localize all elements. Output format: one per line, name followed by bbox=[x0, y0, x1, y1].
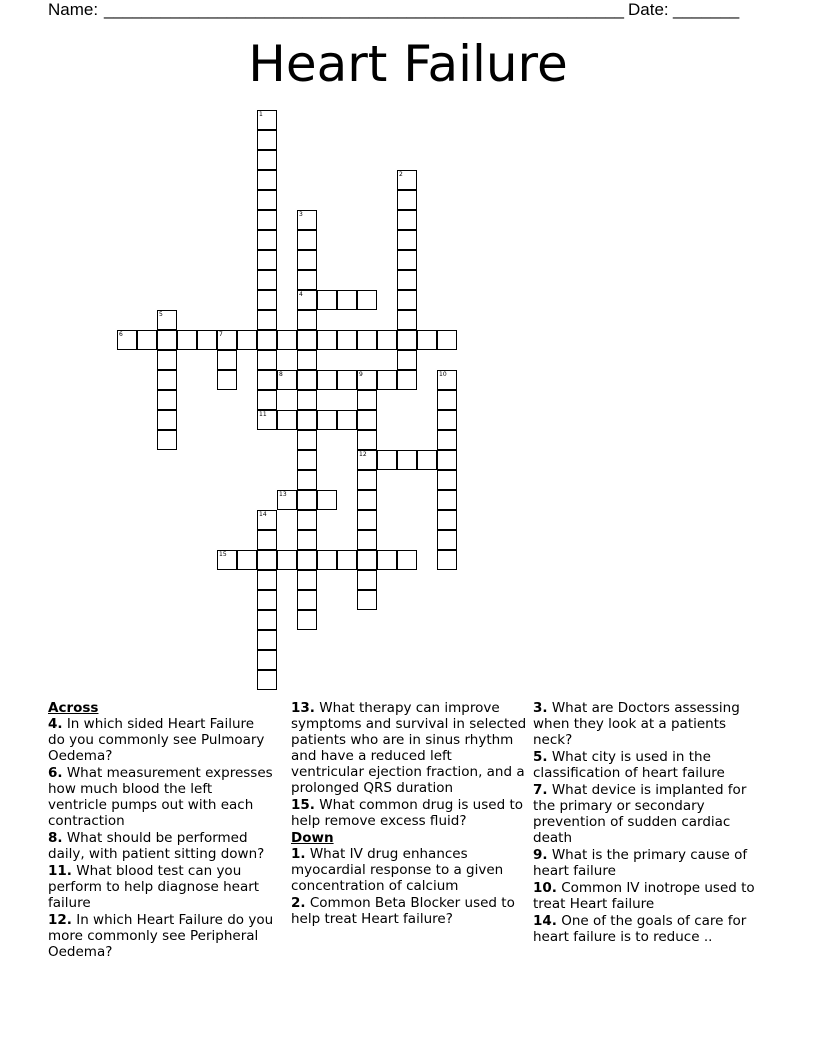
grid-cell[interactable] bbox=[297, 590, 317, 610]
grid-cell[interactable] bbox=[357, 370, 377, 390]
grid-cell[interactable] bbox=[297, 430, 317, 450]
clue-number: 2 bbox=[399, 171, 403, 178]
grid-cell[interactable] bbox=[157, 410, 177, 430]
grid-cell[interactable] bbox=[437, 470, 457, 490]
grid-cell[interactable] bbox=[397, 550, 417, 570]
across-clue: 15. What common drug is used to help remove excess fluid? bbox=[291, 797, 523, 829]
down-heading: Down bbox=[291, 830, 334, 846]
grid-cell[interactable] bbox=[177, 330, 197, 350]
grid-cell[interactable] bbox=[257, 330, 277, 350]
grid-cell[interactable] bbox=[297, 250, 317, 270]
clue-number: 11 bbox=[259, 411, 267, 418]
down-clue: 1. What IV drug enhances myocardial response to a given concentration of calcium bbox=[291, 846, 504, 894]
grid-cell[interactable] bbox=[297, 610, 317, 630]
down-clue: 5. What city is used in the classification of heart failure bbox=[533, 749, 725, 781]
clues-column-1 bbox=[48, 700, 274, 961]
grid-cell[interactable] bbox=[437, 430, 457, 450]
grid-cell[interactable] bbox=[297, 310, 317, 330]
grid-cell[interactable] bbox=[277, 550, 297, 570]
grid-cell[interactable] bbox=[317, 370, 337, 390]
grid-cell[interactable] bbox=[157, 330, 177, 350]
grid-cell[interactable] bbox=[257, 370, 277, 390]
grid-cell[interactable] bbox=[357, 550, 377, 570]
across-clue: 8. What should be performed daily, with patient sitting down? bbox=[48, 830, 265, 862]
grid-cell[interactable] bbox=[317, 330, 337, 350]
grid-cell[interactable] bbox=[297, 230, 317, 250]
grid-cell[interactable] bbox=[437, 390, 457, 410]
page-title: Heart Failure bbox=[248, 35, 568, 93]
grid-cell[interactable] bbox=[237, 330, 257, 350]
grid-cell[interactable] bbox=[257, 510, 277, 530]
grid-cell[interactable] bbox=[257, 670, 277, 690]
grid-cell[interactable] bbox=[377, 550, 397, 570]
grid-cell[interactable] bbox=[337, 550, 357, 570]
grid-cell[interactable] bbox=[157, 430, 177, 450]
grid-cell[interactable] bbox=[277, 370, 297, 390]
date-line[interactable]: _______ bbox=[673, 0, 740, 19]
grid-cell[interactable] bbox=[357, 410, 377, 430]
grid-cell[interactable] bbox=[297, 530, 317, 550]
grid-cell[interactable] bbox=[257, 210, 277, 230]
grid-cell[interactable] bbox=[417, 330, 437, 350]
across-clue: 13. What therapy can improve symptoms and survival in selected patients who are in sinus rhythm and have a reduced left ventricular ejection fraction, and a prolonged QRS duration bbox=[291, 700, 527, 796]
grid-cell[interactable] bbox=[337, 290, 357, 310]
grid-cell[interactable] bbox=[397, 310, 417, 330]
grid-cell[interactable] bbox=[297, 210, 317, 230]
grid-cell[interactable] bbox=[357, 290, 377, 310]
clue-number: 10 bbox=[439, 371, 447, 378]
grid-cell[interactable] bbox=[257, 250, 277, 270]
grid-cell[interactable] bbox=[437, 370, 457, 390]
grid-cell[interactable] bbox=[397, 250, 417, 270]
grid-cell[interactable] bbox=[437, 530, 457, 550]
grid-cell[interactable] bbox=[437, 550, 457, 570]
grid-cell[interactable] bbox=[397, 270, 417, 290]
grid-cell[interactable] bbox=[437, 510, 457, 530]
clue-number: 1 bbox=[259, 111, 263, 118]
grid-cell[interactable] bbox=[217, 350, 237, 370]
grid-cell[interactable] bbox=[257, 570, 277, 590]
across-clue: 6. What measurement expresses how much blood the left ventricle pumps out with each contraction bbox=[48, 765, 273, 829]
grid-cell[interactable] bbox=[317, 550, 337, 570]
grid-cell[interactable] bbox=[397, 370, 417, 390]
down-clue: 9. What is the primary cause of heart failure bbox=[533, 847, 748, 879]
grid-cell[interactable] bbox=[277, 410, 297, 430]
grid-cell[interactable] bbox=[137, 330, 157, 350]
grid-cell[interactable] bbox=[297, 330, 317, 350]
grid-cell[interactable] bbox=[297, 350, 317, 370]
grid-cell[interactable] bbox=[297, 490, 317, 510]
grid-cell[interactable] bbox=[397, 210, 417, 230]
grid-cell[interactable] bbox=[297, 570, 317, 590]
grid-cell[interactable] bbox=[357, 430, 377, 450]
grid-cell[interactable] bbox=[157, 390, 177, 410]
grid-cell[interactable] bbox=[217, 550, 237, 570]
grid-cell[interactable] bbox=[117, 330, 137, 350]
grid-cell[interactable] bbox=[397, 450, 417, 470]
grid-cell[interactable] bbox=[397, 190, 417, 210]
grid-cell[interactable] bbox=[257, 150, 277, 170]
grid-cell[interactable] bbox=[257, 630, 277, 650]
grid-cell[interactable] bbox=[297, 550, 317, 570]
grid-cell[interactable] bbox=[437, 330, 457, 350]
grid-cell[interactable] bbox=[257, 350, 277, 370]
grid-cell[interactable] bbox=[397, 290, 417, 310]
clue-number: 4 bbox=[299, 291, 303, 298]
grid-cell[interactable] bbox=[337, 330, 357, 350]
grid-cell[interactable] bbox=[257, 190, 277, 210]
clues-column-2 bbox=[291, 700, 527, 928]
grid-cell[interactable] bbox=[257, 390, 277, 410]
grid-cell[interactable] bbox=[377, 450, 397, 470]
grid-cell[interactable] bbox=[257, 590, 277, 610]
grid-cell[interactable] bbox=[157, 350, 177, 370]
grid-cell[interactable] bbox=[297, 370, 317, 390]
across-clue: 11. What blood test can you perform to help diagnose heart failure bbox=[48, 863, 260, 911]
grid-cell[interactable] bbox=[257, 130, 277, 150]
grid-cell[interactable] bbox=[157, 310, 177, 330]
grid-cell[interactable] bbox=[277, 330, 297, 350]
grid-cell[interactable] bbox=[437, 450, 457, 470]
down-clue: 14. One of the goals of care for heart failure is to reduce .. bbox=[533, 913, 747, 945]
grid-cell[interactable] bbox=[157, 370, 177, 390]
grid-cell[interactable] bbox=[197, 330, 217, 350]
grid-cell[interactable] bbox=[317, 490, 337, 510]
clue-number: 5 bbox=[159, 311, 163, 318]
clue-number: 14 bbox=[259, 511, 267, 518]
across-clue: 12. In which Heart Failure do you more commonly see Peripheral Oedema? bbox=[48, 912, 274, 960]
grid-cell[interactable] bbox=[337, 370, 357, 390]
name-line[interactable]: _______________________________________________________ bbox=[104, 0, 625, 19]
grid-cell[interactable] bbox=[337, 410, 357, 430]
grid-cell[interactable] bbox=[297, 270, 317, 290]
grid-cell[interactable] bbox=[257, 310, 277, 330]
clue-number: 3 bbox=[299, 211, 303, 218]
clue-number: 6 bbox=[119, 331, 123, 338]
across-heading: Across bbox=[48, 700, 99, 716]
grid-cell[interactable] bbox=[377, 330, 397, 350]
grid-cell[interactable] bbox=[257, 270, 277, 290]
grid-cell[interactable] bbox=[297, 390, 317, 410]
grid-cell[interactable] bbox=[217, 370, 237, 390]
grid-cell[interactable] bbox=[257, 230, 277, 250]
grid-cell[interactable] bbox=[317, 290, 337, 310]
grid-cell[interactable] bbox=[357, 570, 377, 590]
grid-cell[interactable] bbox=[277, 490, 297, 510]
grid-cell[interactable] bbox=[437, 490, 457, 510]
grid-cell[interactable] bbox=[377, 370, 397, 390]
clue-number: 8 bbox=[279, 371, 283, 378]
down-clue: 7. What device is implanted for the primary or secondary prevention of sudden cardiac death bbox=[533, 782, 747, 846]
clue-number: 9 bbox=[359, 371, 363, 378]
grid-cell[interactable] bbox=[257, 170, 277, 190]
grid-cell[interactable] bbox=[237, 550, 257, 570]
grid-cell[interactable] bbox=[357, 590, 377, 610]
grid-cell[interactable] bbox=[257, 290, 277, 310]
grid-cell[interactable] bbox=[297, 450, 317, 470]
grid-cell[interactable] bbox=[297, 510, 317, 530]
grid-cell[interactable] bbox=[397, 230, 417, 250]
grid-cell[interactable] bbox=[357, 390, 377, 410]
grid-cell[interactable] bbox=[297, 290, 317, 310]
grid-cell[interactable] bbox=[357, 510, 377, 530]
clues-column-3 bbox=[533, 700, 765, 946]
clue-number: 15 bbox=[219, 551, 227, 558]
clue-number: 13 bbox=[279, 491, 287, 498]
down-clue: 3. What are Doctors assessing when they look at a patients neck? bbox=[533, 700, 740, 748]
grid-cell[interactable] bbox=[217, 330, 237, 350]
grid-cell[interactable] bbox=[357, 490, 377, 510]
grid-cell[interactable] bbox=[397, 170, 417, 190]
across-clue: 4. In which sided Heart Failure do you commonly see Pulmoary Oedema? bbox=[48, 716, 265, 764]
grid-cell[interactable] bbox=[397, 350, 417, 370]
date-label: Date: bbox=[628, 0, 669, 19]
grid-cell[interactable] bbox=[257, 410, 277, 430]
grid-cell[interactable] bbox=[257, 110, 277, 130]
grid-cell[interactable] bbox=[397, 330, 417, 350]
grid-cell[interactable] bbox=[257, 530, 277, 550]
grid-cell[interactable] bbox=[357, 450, 377, 470]
grid-cell[interactable] bbox=[437, 410, 457, 430]
clue-number: 7 bbox=[219, 331, 223, 338]
grid-cell[interactable] bbox=[297, 410, 317, 430]
grid-cell[interactable] bbox=[357, 470, 377, 490]
grid-cell[interactable] bbox=[357, 530, 377, 550]
grid-cell[interactable] bbox=[257, 650, 277, 670]
grid-cell[interactable] bbox=[317, 410, 337, 430]
grid-cell[interactable] bbox=[417, 450, 437, 470]
clue-number: 12 bbox=[359, 451, 367, 458]
down-clue: 10. Common IV inotrope used to treat Heart failure bbox=[533, 880, 755, 912]
name-label: Name: bbox=[48, 0, 99, 19]
grid-cell[interactable] bbox=[257, 550, 277, 570]
grid-cell[interactable] bbox=[257, 610, 277, 630]
down-clue: 2. Common Beta Blocker used to help treat Heart failure? bbox=[291, 895, 515, 927]
grid-cell[interactable] bbox=[297, 470, 317, 490]
grid-cell[interactable] bbox=[357, 330, 377, 350]
